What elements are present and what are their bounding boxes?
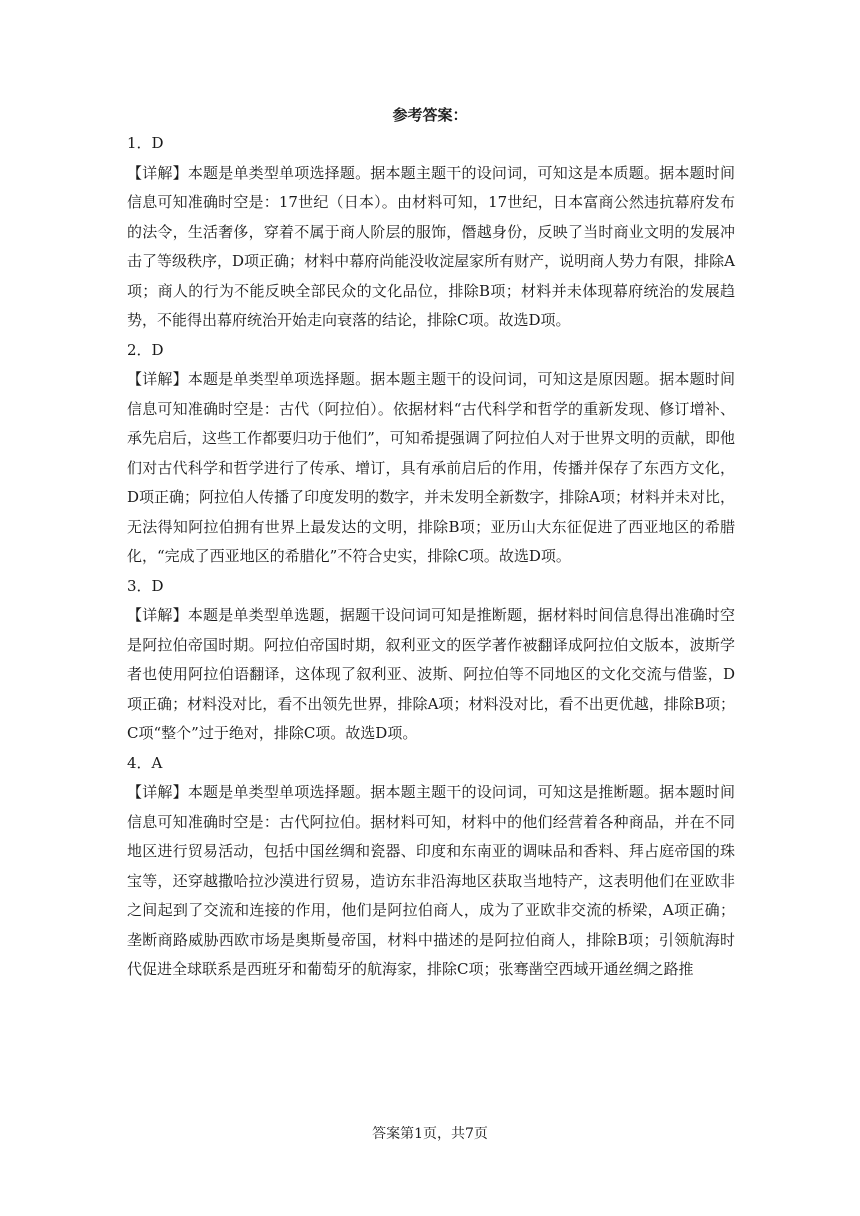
answer-number: 4．A	[127, 753, 163, 772]
answer-detail: 【详解】本题是单类型单项选择题。据本题主题干的设问词，可知这是推断题。据本题时间信息可知准确时空是：古代阿拉伯。据材料可知，材料中的他们经营着各种商品，并在不同地区进行贸易活动，包括中国丝绸和瓷器、印度和东南亚的调味品和香料、拜占庭帝国的珠宝等，还穿越撒哈拉沙漠进行贸易，造访东非沿海地区获取当地特产，这表明他们在亚欧非之间起到了交流和连接的作用，他们是阿拉伯商人，成为了亚欧非交流的桥梁，A项正确；垄断商路威胁西欧市场是奥斯曼帝国，材料中描述的是阿拉伯商人，排除B项；引领航海时代促进全球联系是西班牙和葡萄牙的航海家，排除C项；张骞凿空西域开通丝绸之路推	[127, 783, 735, 978]
answer-item-1	[127, 129, 735, 336]
answer-item-2	[127, 336, 735, 572]
answer-item-4	[127, 749, 735, 985]
answer-detail: 【详解】本题是单类型单项选择题。据本题主题干的设问词，可知这是本质题。据本题时间信息可知准确时空是：17世纪（日本）。由材料可知，17世纪，日本富商公然违抗幕府发布的法令，生活奢侈，穿着不属于商人阶层的服饰，僭越身份，反映了当时商业文明的发展冲击了等级秩序，D项正确；材料中幕府尚能没收淀屋家所有财产，说明商人势力有限，排除A项；商人的行为不能反映全部民众的文化品位，排除B项；材料并未体现幕府统治的发展趋势，不能得出幕府统治开始走向衰落的结论，排除C项。故选D项。	[127, 163, 735, 329]
answer-number: 3．D	[127, 576, 164, 595]
answer-item-3	[127, 572, 735, 749]
answer-number: 2．D	[127, 340, 164, 359]
answer-number: 1．D	[127, 134, 164, 152]
answer-detail: 【详解】本题是单类型单项选择题。据本题主题干的设问词，可知这是原因题。据本题时间信息可知准确时空是：古代（阿拉伯）。依据材料“古代科学和哲学的重新发现、修订增补、承先启后，这些工作都要归功于他们”，可知希提强调了阿拉伯人对于世界文明的贡献，即他们对古代科学和哲学进行了传承、增订，具有承前启后的作用，传播并保存了东西方文化，D项正确；阿拉伯人传播了印度发明的数字，并未发明全新数字，排除A项；材料并未对比，无法得知阿拉伯拥有世界上最发达的文明，排除B项；亚历山大东征促进了西亚地区的希腊化，“完成了西亚地区的希腊化”不符合史实，排除C项。故选D项。	[127, 370, 735, 565]
answer-detail: 【详解】本题是单类型单选题，据题干设问词可知是推断题，据材料时间信息得出准确时空是阿拉伯帝国时期。阿拉伯帝国时期，叙利亚文的医学著作被翻译成阿拉伯文版本，波斯学者也使用阿拉伯语翻译，这体现了叙利亚、波斯、阿拉伯等不同地区的文化交流与借鉴，D项正确；材料没对比，看不出领先世界，排除A项；材料没对比，看不出更优越，排除B项；C项“整个”过于绝对，排除C项。故选D项。	[127, 606, 735, 742]
page-footer: 答案第1页，共7页	[372, 1126, 488, 1142]
page-title: 参考答案：	[392, 106, 468, 124]
answer-list	[127, 129, 735, 985]
